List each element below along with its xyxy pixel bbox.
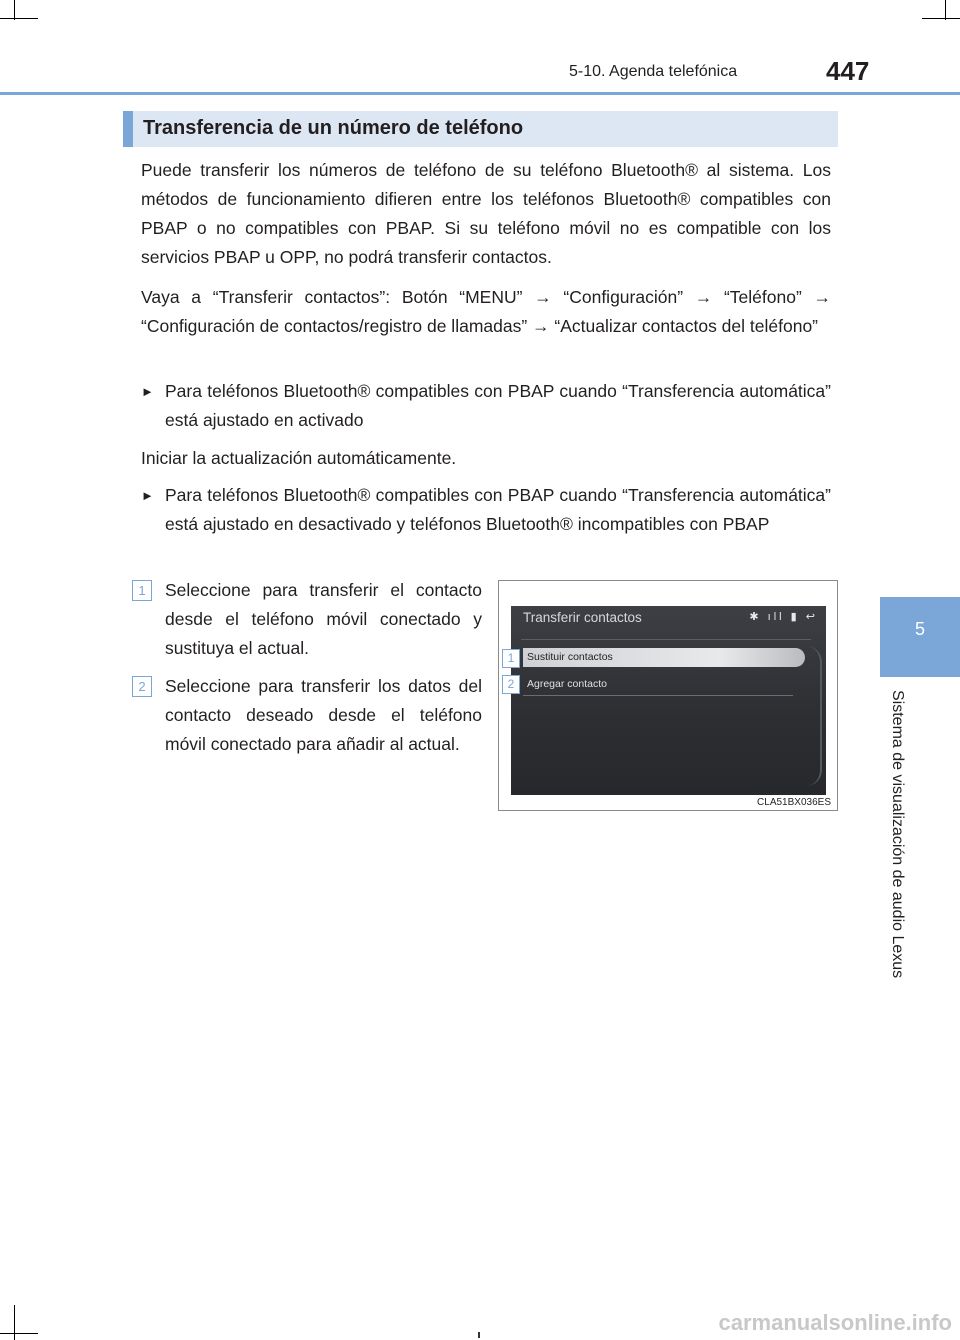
- crop-mark: [945, 0, 946, 20]
- numbered-item: [132, 576, 482, 663]
- item-text: Seleccione para transferir el contacto desde el teléfono móvil conectado y sustituya el actual.: [165, 580, 482, 658]
- item-number: 2: [132, 676, 152, 697]
- item-number: 1: [132, 580, 152, 601]
- chapter-title: Sistema de visualización de audio Lexus: [889, 690, 906, 979]
- page-number: 447: [826, 56, 870, 86]
- footer-mark: [478, 1332, 480, 1338]
- crop-mark: [14, 0, 15, 20]
- divider: [521, 639, 811, 640]
- callout-2: 2: [502, 675, 520, 694]
- crop-mark: [0, 1333, 38, 1334]
- navigation-path-paragraph: Vaya a “Transferir contactos”: Botón “MENU” → “Configuración” → “Teléfono” → “Configuración de contactos/registro de llamadas” → “Actualizar contactos del teléfono”: [141, 287, 831, 336]
- intro-paragraph: Puede transferir los números de teléfono de su teléfono Bluetooth® al sistema. Los métodos de funcionamiento difieren entre los teléfonos Bluetooth® compatibles con PBAP o no compatibles con PBAP. Si su teléfono móvil no es compatible con los servicios PBAP u OPP, no podrá transferir contactos.: [141, 160, 831, 267]
- numbered-item: [132, 672, 482, 759]
- callout-1: 1: [502, 649, 520, 668]
- header-rule: [0, 92, 960, 95]
- option-replace-contacts[interactable]: Sustituir contactos: [527, 651, 613, 663]
- status-icons: ✱ ıll ▮ ↩: [749, 611, 818, 623]
- bullet-text: Para teléfonos Bluetooth® compatibles con PBAP cuando “Transferencia automática” está ajustado en desactivado y teléfonos Bluetooth® incompatibles con PBAP: [165, 485, 831, 534]
- chapter-number: 5: [914, 619, 925, 639]
- bullet-item: [141, 377, 831, 435]
- scroll-arc: [806, 646, 822, 786]
- bullet-item: [141, 481, 831, 539]
- section-heading: [123, 111, 838, 147]
- crop-mark: [0, 18, 38, 19]
- divider: [523, 695, 793, 696]
- bullet-text: Para teléfonos Bluetooth® compatibles con PBAP cuando “Transferencia automática” está ajustado en activado: [165, 381, 831, 430]
- screenshot-figure: [498, 580, 838, 811]
- section-heading-text: Transferencia de un número de teléfono: [143, 117, 524, 139]
- image-code: CLA51BX036ES: [757, 797, 831, 808]
- screen-title: Transferir contactos: [523, 610, 642, 625]
- triangle-bullet-icon: ►: [141, 488, 154, 503]
- crop-mark: [14, 1305, 15, 1340]
- chapter-tab: [880, 597, 960, 677]
- option-add-contact[interactable]: Agregar contacto: [527, 678, 607, 690]
- crop-mark: [922, 18, 960, 19]
- display-screen: [511, 606, 826, 795]
- triangle-bullet-icon: ►: [141, 384, 154, 399]
- watermark: carmanualsonline.info: [718, 1310, 952, 1335]
- header-section-title: 5-10. Agenda telefónica: [569, 63, 738, 80]
- item-text: Seleccione para transferir los datos del contacto deseado desde el teléfono móvil conectado para añadir al actual.: [165, 676, 482, 754]
- auto-update-paragraph: Iniciar la actualización automáticamente.: [141, 448, 457, 468]
